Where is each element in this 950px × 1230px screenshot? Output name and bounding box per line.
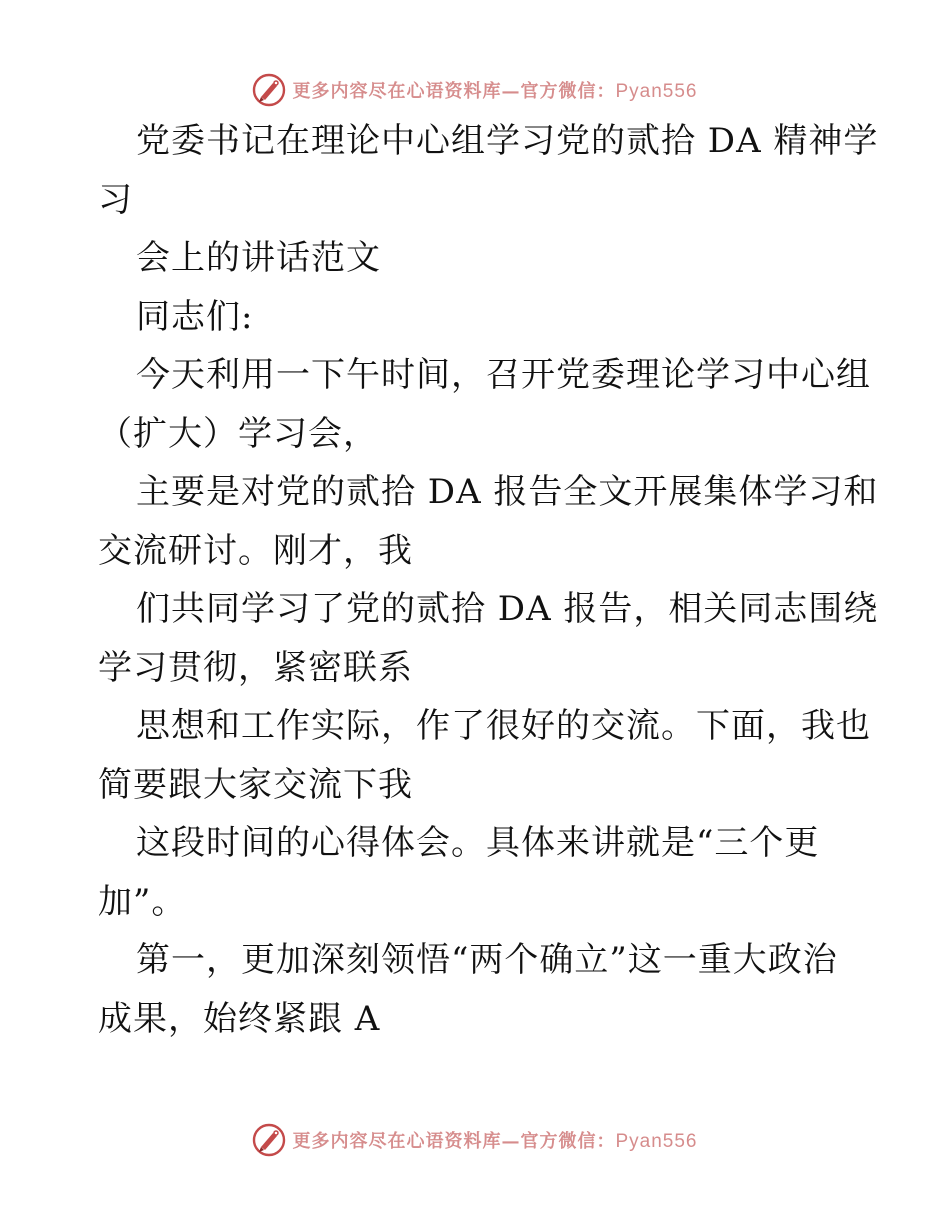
text-line: 这段时间的心得体会。具体来讲就是“三个更 bbox=[136, 823, 820, 863]
header-watermark-banner bbox=[0, 68, 950, 112]
footer-watermark-banner bbox=[0, 1118, 950, 1162]
banner-text: 更多内容尽在心语资料库—官方微信：Pyan556 bbox=[292, 1131, 698, 1152]
text-line: （扩大）学习会， bbox=[98, 413, 378, 454]
text-line: 主要是对党的贰拾 DA 报告全文开展集体学习和 bbox=[136, 472, 879, 512]
text-line: 同志们: bbox=[136, 296, 254, 337]
text-line: 今天利用一下午时间，召开党委理论学习中心组 bbox=[136, 355, 871, 395]
text-line: 成果，始终紧跟 A bbox=[98, 998, 381, 1039]
banner-text: 更多内容尽在心语资料库—官方微信：Pyan556 bbox=[292, 81, 698, 102]
text-line: 党委书记在理论中心组学习党的贰拾 DA 精神学 bbox=[136, 121, 879, 161]
text-line: 学习贯彻，紧密联系 bbox=[98, 647, 413, 688]
text-line: 简要跟大家交流下我 bbox=[98, 764, 413, 805]
text-line: 第一，更加深刻领悟“两个确立”这一重大政治 bbox=[136, 940, 838, 980]
text-line: 们共同学习了党的贰拾 DA 报告，相关同志围绕 bbox=[136, 589, 879, 629]
text-line: 思想和工作实际，作了很好的交流。下面，我也 bbox=[136, 706, 871, 746]
banner-wechat-id: Pyan556 bbox=[615, 81, 698, 102]
text-line: 习 bbox=[98, 179, 133, 220]
text-line: 交流研讨。刚才，我 bbox=[98, 530, 413, 571]
text-line: 会上的讲话范文 bbox=[136, 238, 381, 278]
banner-wechat-id: Pyan556 bbox=[615, 1131, 698, 1152]
pen-logo-icon bbox=[252, 73, 286, 107]
document-body bbox=[98, 112, 879, 1048]
text-line: 加”。 bbox=[98, 881, 187, 922]
pen-logo-icon bbox=[252, 1123, 286, 1157]
